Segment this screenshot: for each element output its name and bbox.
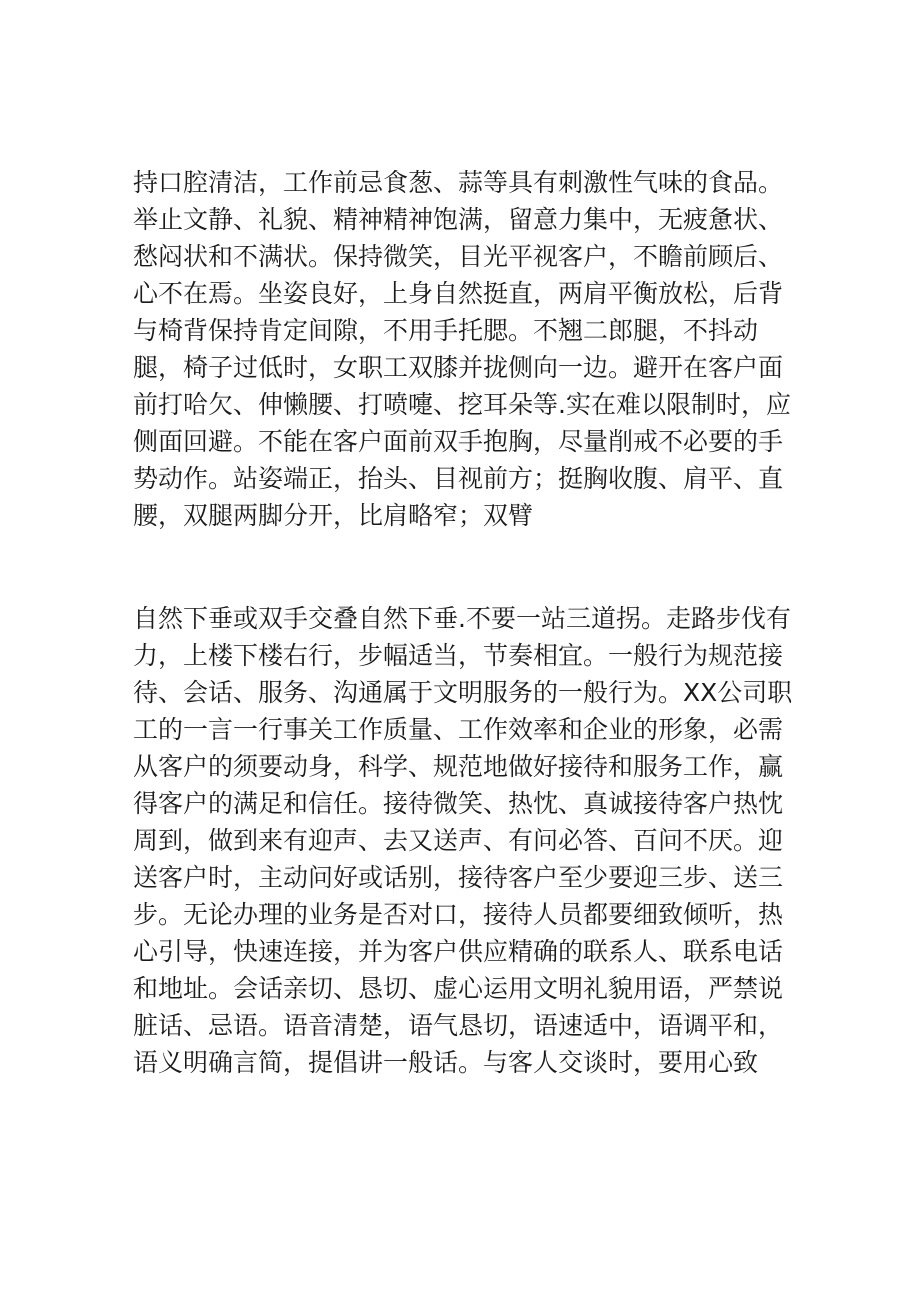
- text-line: 心不在焉。坐姿良好，上身自然挺直，两肩平衡放松，后背: [133, 279, 784, 308]
- text-line: 步。无论办理的业务是否对口，接待人员都要细致倾听，热: [133, 900, 784, 929]
- text-line: 得客户的满足和信任。接待微笑、热忱、真诚接待客户热忱: [133, 789, 784, 818]
- text-line: 腿，椅子过低时，女职工双膝并拢侧向一边。避开在客户面: [133, 353, 784, 382]
- text-line: 脏话、忌语。语音清楚，语气恳切，语速适中，语调平和，: [133, 1011, 784, 1040]
- text-line: 侧面回避。不能在客户面前双手抱胸，尽量削戒不必要的手: [133, 427, 784, 456]
- text-line: 势动作。站姿端正，抬头、目视前方；挺胸收腹、肩平、直: [133, 464, 784, 493]
- text-line: 语义明确言简，提倡讲一般话。与客人交谈时，要用心致: [133, 1048, 759, 1077]
- text-line: 腰，双腿两脚分开，比肩略窄；双臂: [133, 501, 534, 530]
- text-line: 周到，做到来有迎声、去又送声、有问必答、百问不厌。迎: [133, 826, 784, 855]
- text-line: 愁闷状和不满状。保持微笑，目光平视客户，不瞻前顾后、: [133, 242, 784, 271]
- text-line: 力，上楼下楼右行，步幅适当，节奏相宜。一般行为规范接: [133, 641, 784, 670]
- text-line: 送客户时，主动问好或话别，接待客户至少要迎三步、送三: [133, 863, 784, 892]
- text-line: 工的一言一行事关工作质量、工作效率和企业的形象，必需: [133, 715, 784, 744]
- text-line: 前打哈欠、伸懒腰、打喷嚏、挖耳朵等.实在难以限制时，应: [133, 390, 791, 419]
- text-line: 从客户的须要动身，科学、规范地做好接待和服务工作，赢: [133, 752, 784, 781]
- text-line: 举止文静、礼貌、精神精神饱满，留意力集中，无疲惫状、: [133, 205, 784, 234]
- text-line: 自然下垂或双手交叠自然下垂.不要一站三道拐。走路步伐有: [133, 604, 791, 633]
- text-line: 待、会话、服务、沟通属于文明服务的一般行为。XX公司职: [133, 678, 793, 707]
- text-line: 持口腔清洁，工作前忌食葱、蒜等具有刺激性气味的食品。: [133, 168, 784, 197]
- paragraph: [133, 600, 793, 1081]
- paragraph: [133, 164, 793, 534]
- text-line: 心引导，快速连接，并为客户供应精确的联系人、联系电话: [133, 937, 784, 966]
- text-line: 与椅背保持肯定间隙，不用手托腮。不翘二郎腿，不抖动: [133, 316, 759, 345]
- text-line: 和地址。会话亲切、恳切、虚心运用文明礼貌用语，严禁说: [133, 974, 784, 1003]
